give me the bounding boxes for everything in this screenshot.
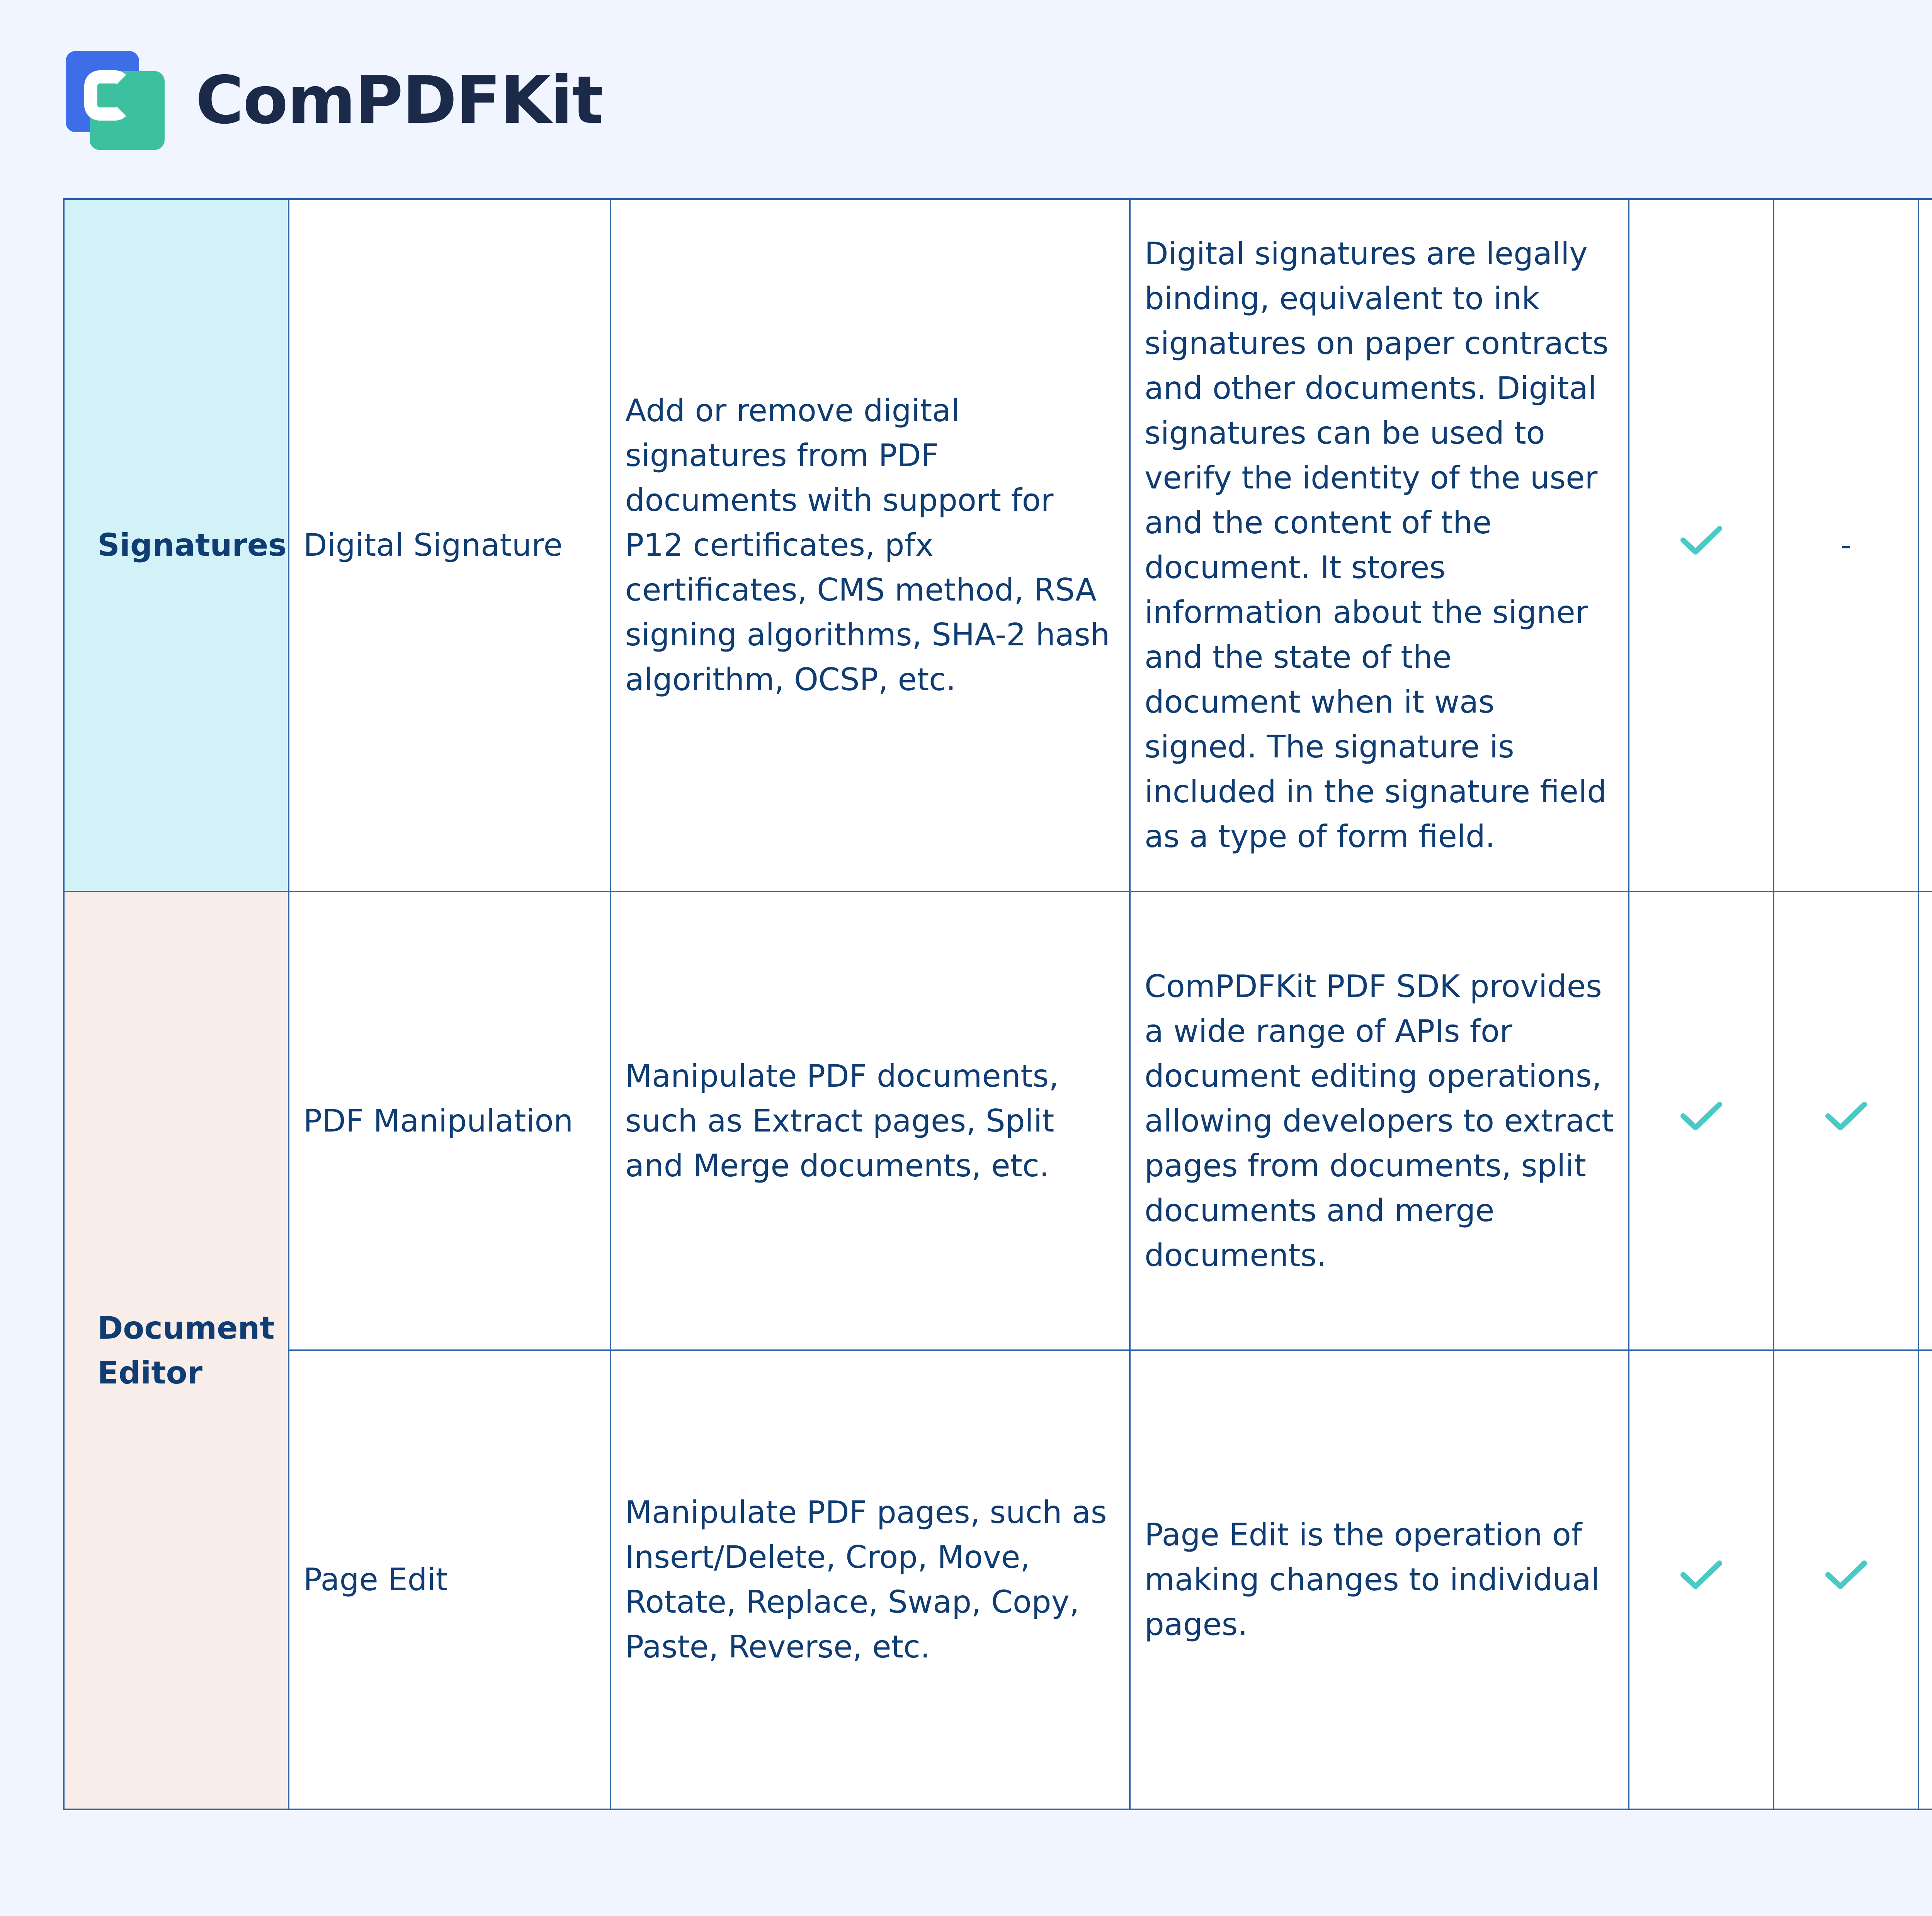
feature-cell: Page Edit [289,1350,611,1809]
page-header [66,48,603,153]
summary-cell: Add or remove digital signatures from PDF documents with support for P12 certificates, pfx certificates, CMS method, RSA signing algorithms, SHA-2 hash algorithm, OCSP, etc. [611,199,1130,892]
brand-name: ComPDFKit [196,62,603,139]
support-cell [1774,1350,1918,1809]
support-cell [1629,1350,1774,1809]
table-row [64,892,1932,1350]
support-cell [1918,1350,1932,1809]
description-cell: ComPDFKit PDF SDK provides a wide range of APIs for document editing operations, allowing developers to extract pages from documents, split documents and merge documents. [1130,892,1629,1350]
feature-table [63,198,1932,1810]
feature-cell: PDF Manipulation [289,892,611,1350]
category-cell: Signatures [64,199,289,892]
table-row [64,1350,1932,1809]
check-icon [1680,1559,1723,1590]
support-cell [1629,892,1774,1350]
check-icon [1825,1559,1867,1590]
check-icon [1680,1101,1723,1132]
support-cell [1629,199,1774,892]
table-row [64,199,1932,892]
support-cell [1918,892,1932,1350]
support-cell [1774,892,1918,1350]
compdfkit-logo-icon [66,51,165,150]
support-cell [1774,199,1918,892]
feature-cell: Digital Signature [289,199,611,892]
summary-cell: Manipulate PDF documents, such as Extract pages, Split and Merge documents, etc. [611,892,1130,1350]
unsupported-dash: - [1840,527,1852,563]
check-icon [1825,1101,1867,1132]
description-cell: Digital signatures are legally binding, equivalent to ink signatures on paper contracts and other documents. Digital signatures can be used to verify the identity of the user and the content of the document. It stores information about the signer and the state of the document when it was signed. The signature is included in the signature field as a type of form field. [1130,199,1629,892]
check-icon [1680,525,1723,556]
support-cell [1918,199,1932,892]
category-cell: Document Editor [64,892,289,1809]
summary-cell: Manipulate PDF pages, such as Insert/Delete, Crop, Move, Rotate, Replace, Swap, Copy, Paste, Reverse, etc. [611,1350,1130,1809]
description-cell: Page Edit is the operation of making changes to individual pages. [1130,1350,1629,1809]
